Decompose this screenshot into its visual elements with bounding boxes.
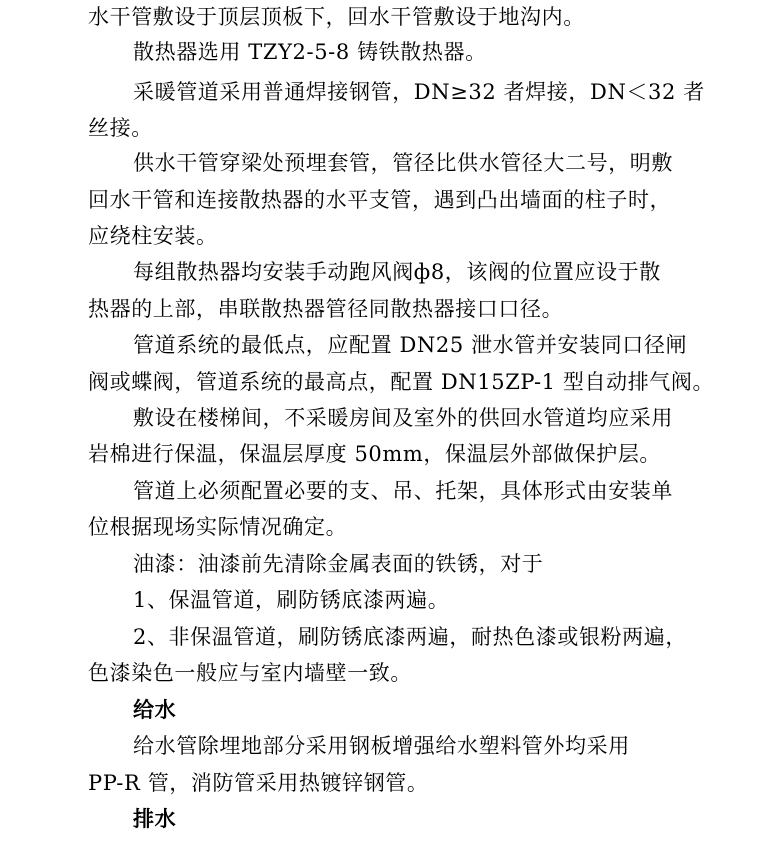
- section-heading-water-supply: 给水: [133, 698, 177, 722]
- text-line: 供水干管穿梁处预埋套管，管径比供水管径大二号，明敷: [133, 151, 673, 175]
- text-line: 2、非保温管道，刷防锈底漆两遍，耐热色漆或银粉两遍，: [133, 625, 687, 649]
- text-line: 给水管除埋地部分采用钢板增强给水塑料管外均采用: [133, 734, 630, 758]
- text-line: 敷设在楼梯间，不采暖房间及室外的供回水管道均应采用: [133, 406, 673, 430]
- text-line: 管道上必须配置必要的支、吊、托架，具体形式由安装单: [133, 479, 673, 503]
- text-line: 采暖管道采用普通焊接钢管，DN≥32 者焊接，DN＜32 者: [133, 80, 705, 104]
- text-line: 色漆染色一般应与室内墙壁一致。: [88, 661, 412, 685]
- text-line: 散热器选用 TZY2-5-8 铸铁散热器。: [133, 40, 487, 64]
- section-heading-drainage: 排水: [133, 807, 177, 831]
- text-line: 油漆：油漆前先清除金属表面的铁锈，对于: [133, 552, 544, 576]
- text-line: 位根据现场实际情况确定。: [88, 515, 348, 539]
- text-line: 1、保温管道，刷防锈底漆两遍。: [133, 588, 450, 612]
- text-line: 管道系统的最低点，应配置 DN25 泄水管并安装同口径闸: [133, 333, 688, 357]
- text-line: 热器的上部，串联散热器管径同散热器接口口径。: [88, 297, 564, 321]
- text-line: 岩棉进行保温，保温层厚度 50mm，保温层外部做保护层。: [88, 442, 662, 466]
- text-line: 阀或蝶阀，管道系统的最高点，配置 DN15ZP-1 型自动排气阀。: [88, 370, 715, 394]
- text-line: PP-R 管，消防管采用热镀锌钢管。: [88, 771, 429, 795]
- text-line: 丝接。: [88, 116, 153, 140]
- text-line: 应绕柱安装。: [88, 224, 218, 248]
- text-line: 水干管敷设于顶层顶板下，回水干管敷设于地沟内。: [88, 5, 585, 29]
- text-line: 回水干管和连接散热器的水平支管，遇到凸出墙面的柱子时，: [88, 188, 672, 212]
- text-line: 每组散热器均安装手动跑风阀ф8，该阀的位置应设于散: [133, 260, 661, 284]
